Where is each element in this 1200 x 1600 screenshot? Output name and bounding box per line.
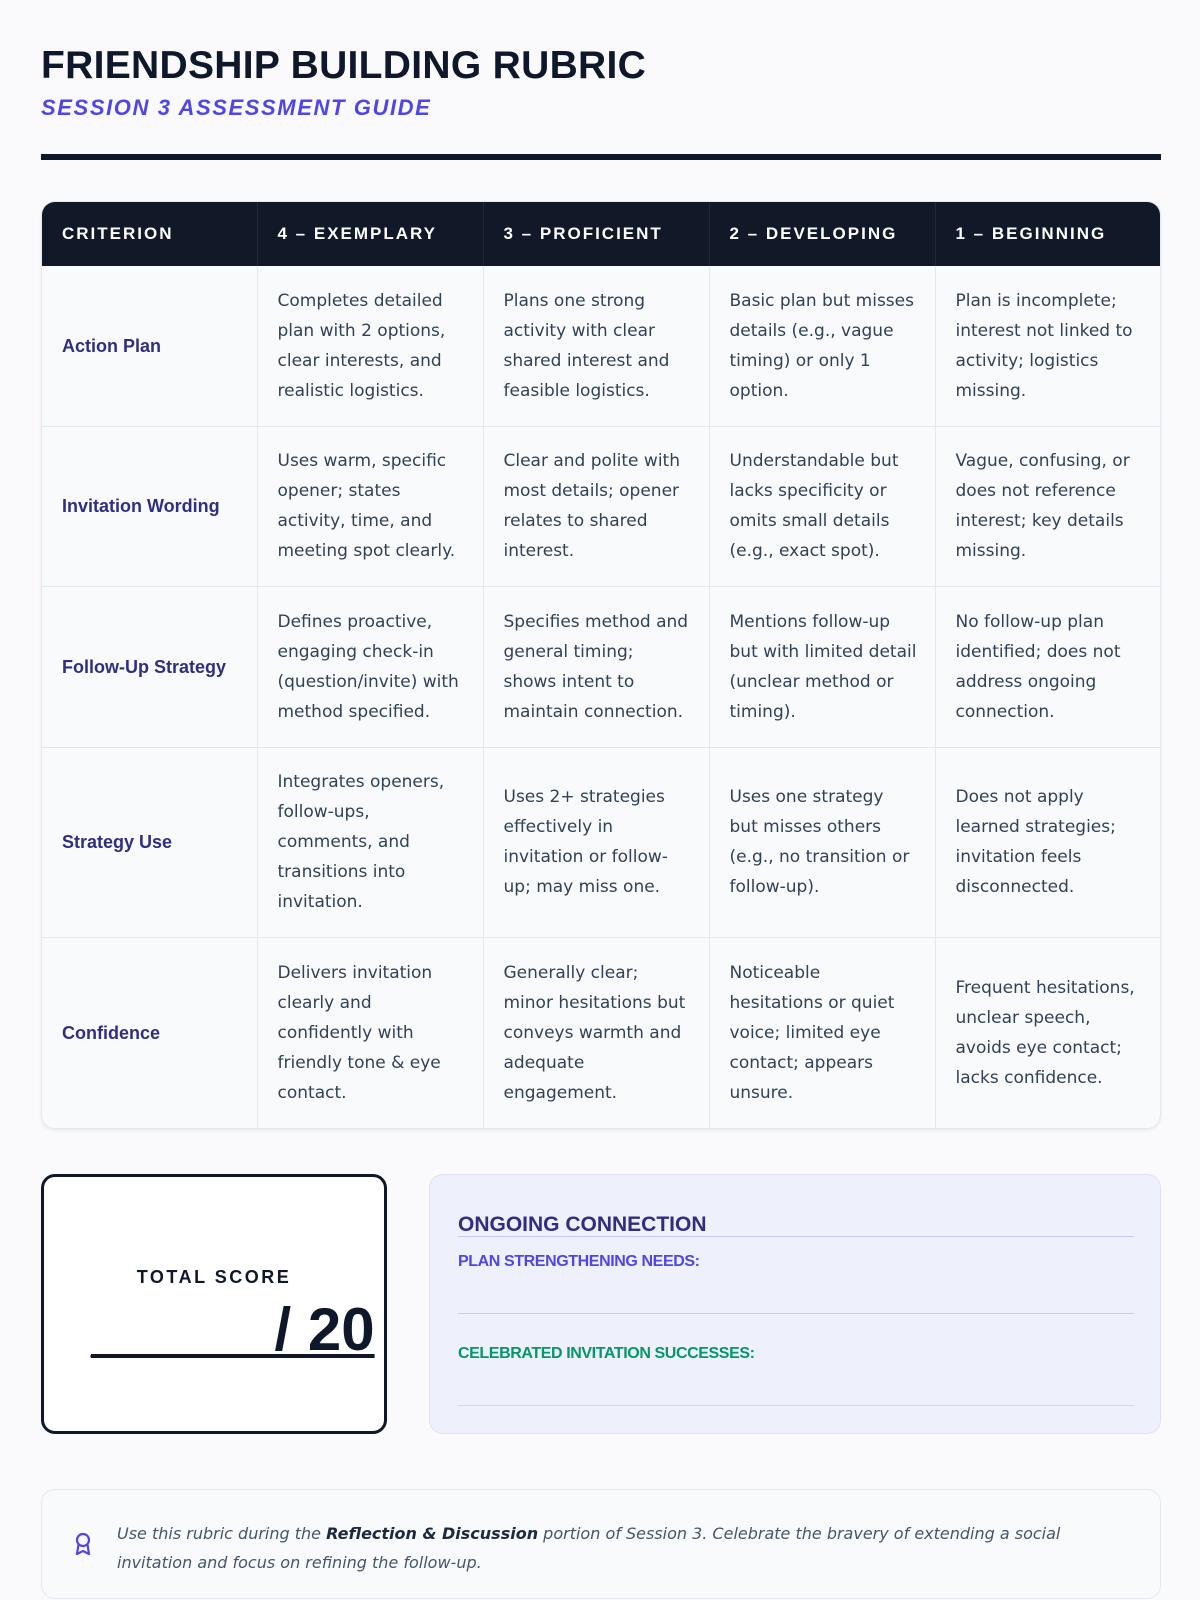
usage-note: [41, 1489, 1161, 1599]
usage-note-before: Use this rubric during the: [117, 1524, 327, 1543]
criterion-cell: Confidence: [42, 937, 257, 1128]
rubric-cell: Delivers invitation clearly and confidently with friendly tone & eye contact.: [257, 937, 483, 1128]
rubric-cell: Uses warm, specific opener; states activity, time, and meeting spot clearly.: [257, 426, 483, 586]
plan-strengthening-write-line[interactable]: [458, 1313, 1134, 1314]
rubric-cell: Clear and polite with most details; opener relates to shared interest.: [483, 426, 709, 586]
ongoing-connection-title: ONGOING CONNECTION: [458, 1213, 707, 1236]
rubric-cell: Integrates openers, follow-ups, comments, and transitions into invitation.: [257, 747, 483, 937]
page-title: FRIENDSHIP BUILDING RUBRIC: [41, 44, 647, 87]
column-header: CRITERION: [42, 202, 257, 266]
section-divider: [458, 1236, 1134, 1237]
column-header: 3 – PROFICIENT: [483, 202, 709, 266]
usage-note-after: portion of Session 3. Celebrate the bravery of extending a social invitation and focus on refining the follow-up.: [117, 1524, 1061, 1572]
total-score-box: [41, 1174, 387, 1434]
criterion-cell: Invitation Wording: [42, 426, 257, 586]
ongoing-connection-panel: [429, 1174, 1161, 1434]
page-subtitle: SESSION 3 ASSESSMENT GUIDE: [41, 95, 432, 120]
rubric-cell: Does not apply learned strategies; invitation feels disconnected.: [935, 747, 1161, 937]
rubric-cell: Noticeable hesitations or quiet voice; limited eye contact; appears unsure.: [709, 937, 935, 1128]
rubric-cell: Uses one strategy but misses others (e.g., no transition or follow-up).: [709, 747, 935, 937]
criterion-cell: Follow-Up Strategy: [42, 586, 257, 747]
column-header: 2 – DEVELOPING: [709, 202, 935, 266]
celebrated-successes-write-line[interactable]: [458, 1405, 1134, 1406]
criterion-cell: Action Plan: [42, 266, 257, 426]
celebrated-successes-label: CELEBRATED INVITATION SUCCESSES:: [458, 1345, 755, 1362]
rubric-cell: Defines proactive, engaging check-in (question/invite) with method specified.: [257, 586, 483, 747]
rubric-cell: Uses 2+ strategies effectively in invitation or follow-up; may miss one.: [483, 747, 709, 937]
rubric-cell: No follow-up plan identified; does not address ongoing connection.: [935, 586, 1161, 747]
rubric-cell: Understandable but lacks specificity or omits small details (e.g., exact spot).: [709, 426, 935, 586]
usage-note-emphasis: Reflection & Discussion: [326, 1524, 539, 1543]
table-row: [42, 586, 1161, 747]
rubric-cell: Plan is incomplete; interest not linked to activity; logistics missing.: [955, 290, 1133, 401]
usage-note-text: [117, 1519, 1127, 1577]
rubric-cell: Completes detailed plan with 2 options, clear interests, and realistic logistics.: [257, 266, 483, 426]
rubric-table: [41, 201, 1161, 1129]
rubric-cell: Generally clear; minor hesitations but conveys warmth and adequate engagement.: [483, 937, 709, 1128]
rubric-cell: Vague, confusing, or does not reference interest; key details missing.: [935, 426, 1161, 586]
column-header: 4 – EXEMPLARY: [257, 202, 483, 266]
rubric-cell: Mentions follow-up but with limited detail (unclear method or timing).: [709, 586, 935, 747]
rubric-cell: Specifies method and general timing; shows intent to maintain connection.: [483, 586, 709, 747]
rubric-cell: Frequent hesitations, unclear speech, avoids eye contact; lacks confidence.: [935, 937, 1161, 1128]
header-divider: [41, 154, 1161, 160]
total-score-value: _____ / 20: [91, 1296, 375, 1363]
rubric-cell: Plans one strong activity with clear shared interest and feasible logistics.: [483, 266, 709, 426]
plan-strengthening-label: PLAN STRENGTHENING NEEDS:: [458, 1253, 700, 1270]
rubric-header-row: [42, 202, 1161, 266]
table-row: [42, 266, 1161, 426]
table-row: [42, 426, 1161, 586]
rubric-cell: Basic plan but misses details (e.g., vague timing) or only 1 option.: [709, 266, 935, 426]
award-ribbon-icon: [72, 1532, 94, 1558]
criterion-cell: Strategy Use: [42, 747, 257, 937]
column-header: 1 – BEGINNING: [935, 202, 1161, 266]
total-score-label: TOTAL SCORE: [136, 1267, 292, 1287]
table-row: [42, 747, 1161, 937]
table-row: [42, 937, 1161, 1128]
